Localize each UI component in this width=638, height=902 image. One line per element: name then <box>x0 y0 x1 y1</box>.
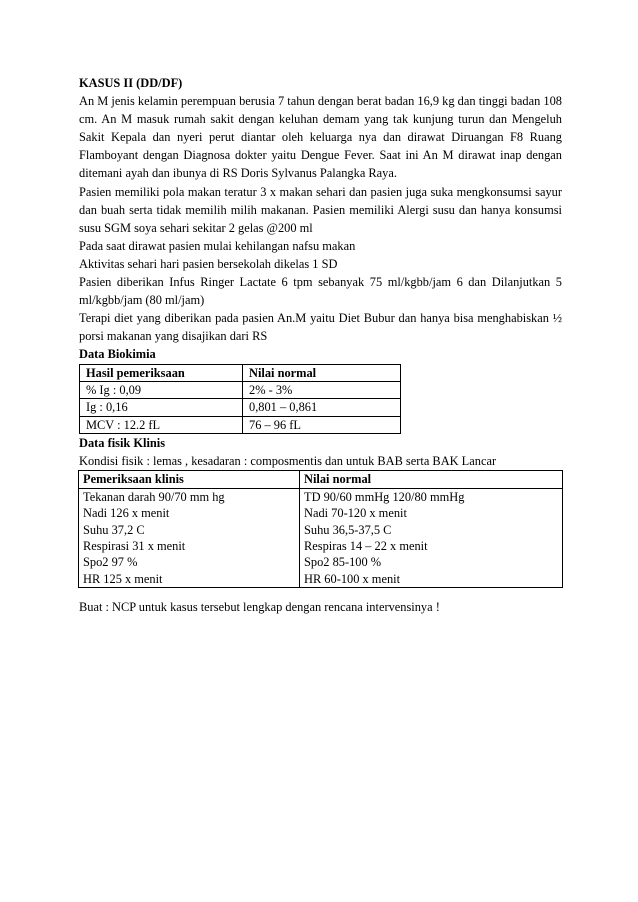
fisik-heading: Data fisik Klinis <box>79 436 166 451</box>
table-row <box>79 571 563 588</box>
table-cell: Respiras 14 – 22 x menit <box>300 538 563 554</box>
table-row <box>79 522 563 538</box>
paragraph-activity: Aktivitas sehari hari pasien bersekolah dikelas 1 SD <box>79 256 338 271</box>
table-cell: HR 125 x menit <box>79 571 300 588</box>
table-cell: Ig : 0,16 <box>80 399 243 416</box>
table-row <box>80 399 401 416</box>
table-cell: 76 – 96 fL <box>243 416 401 433</box>
table-header-row <box>80 364 401 381</box>
document-page <box>79 72 562 616</box>
table-row <box>79 538 563 554</box>
table-cell: HR 60-100 x menit <box>300 571 563 588</box>
table-row <box>80 416 401 433</box>
table-cell: % Ig : 0,09 <box>80 381 243 398</box>
paragraph-appetite: Pada saat dirawat pasien mulai kehilangan nafsu makan <box>79 238 356 253</box>
table-header-cell: Hasil pemeriksaan <box>80 364 243 381</box>
klinis-table <box>78 470 563 588</box>
table-cell: Respirasi 31 x menit <box>79 538 300 554</box>
table-header-cell: Nilai normal <box>243 364 401 381</box>
table-cell: Suhu 36,5-37,5 C <box>300 522 563 538</box>
biokimia-table <box>79 364 401 435</box>
table-cell: 2% - 3% <box>243 381 401 398</box>
table-header-row <box>79 471 563 488</box>
biokimia-heading: Data Biokimia <box>79 347 156 362</box>
table-cell: Nadi 70-120 x menit <box>300 505 563 521</box>
table-cell: Suhu 37,2 C <box>79 522 300 538</box>
table-cell: Spo2 97 % <box>79 554 300 570</box>
table-cell: Spo2 85-100 % <box>300 554 563 570</box>
table-row <box>79 488 563 505</box>
paragraph-diet-habits: Pasien memiliki pola makan teratur 3 x makan sehari dan pasien juga suka mengkonsumsi sayur dan buah serta tidak memilih milih makanan. Pasien memiliki Alergi susu dan hanya konsumsi susu SGM soya sehari sekitar 2 gelas @200 ml <box>79 184 562 235</box>
table-row <box>79 505 563 521</box>
table-row <box>80 381 401 398</box>
fisik-kondisi: Kondisi fisik : lemas , kesadaran : composmentis dan untuk BAB serta BAK Lancar <box>79 454 497 469</box>
paragraph-patient-intro: An M jenis kelamin perempuan berusia 7 tahun dengan berat badan 16,9 kg dan tinggi badan 108 cm. An M masuk rumah sakit dengan keluhan demam yang tak kunjung turun dan Mengeluh Sakit Kepala dan nyeri perut diantar oleh keluarga nya dan dirawat Diruangan F8 Ruang Flamboyant dengan Diagnosa dokter yaitu Dengue Fever. Saat ini An M dirawat inap dengan ditemani ayah dan ibunya di RS Doris Sylvanus Palangka Raya. <box>79 94 562 181</box>
table-cell: Tekanan darah 90/70 mm hg <box>79 488 300 505</box>
case-title: KASUS II (DD/DF) <box>79 76 183 90</box>
paragraph-diet-therapy: Terapi diet yang diberikan pada pasien An.M yaitu Diet Bubur dan hanya bisa menghabiskan ½ porsi makanan yang disajikan dari RS <box>79 311 562 344</box>
table-cell: 0,801 – 0,861 <box>243 399 401 416</box>
table-header-cell: Nilai normal <box>300 471 563 488</box>
table-row <box>79 554 563 570</box>
table-cell: TD 90/60 mmHg 120/80 mmHg <box>300 488 563 505</box>
table-cell: MCV : 12.2 fL <box>80 416 243 433</box>
table-cell: Nadi 126 x menit <box>79 505 300 521</box>
table-header-cell: Pemeriksaan klinis <box>79 471 300 488</box>
closing-instruction: Buat : NCP untuk kasus tersebut lengkap dengan rencana intervensinya ! <box>79 600 440 615</box>
paragraph-infusion: Pasien diberikan Infus Ringer Lactate 6 tpm sebanyak 75 ml/kgbb/jam 6 dan Dilanjutkan 5 ml/kgbb/jam (80 ml/jam) <box>79 275 562 308</box>
